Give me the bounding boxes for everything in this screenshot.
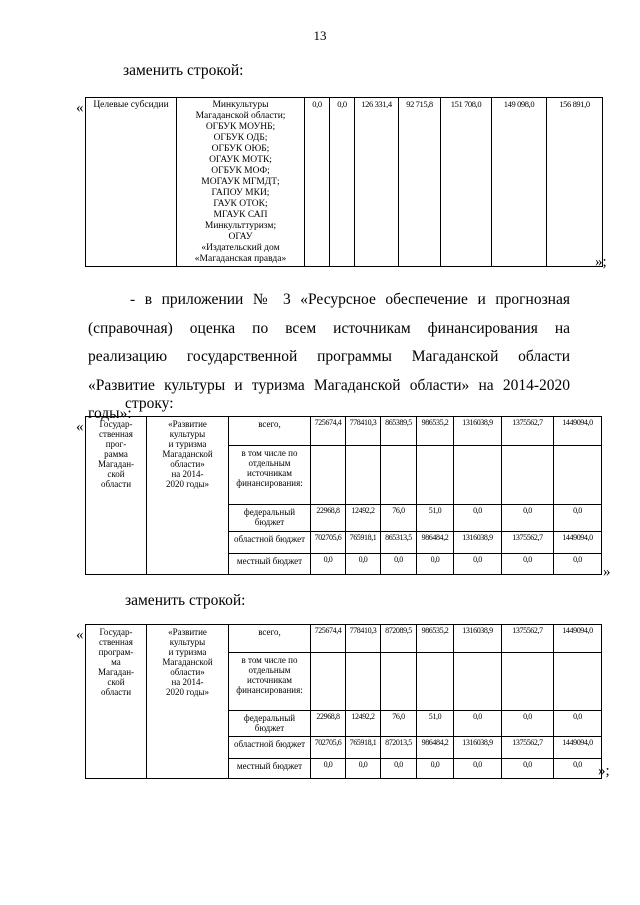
table2-value-cell (417, 445, 454, 505)
table3-value-cell: 12492,2 (346, 711, 381, 737)
table3-source-label: областной бюджет (229, 736, 311, 758)
table3-value-cell: 778410,3 (346, 625, 381, 653)
table3-value-cell (554, 653, 602, 711)
table2-program-line: «Развитие (168, 419, 207, 429)
table2-value-cell: 0,0 (502, 553, 554, 574)
table1-executor-line: ОГАУ (228, 232, 253, 242)
table3-status-cell (86, 625, 147, 779)
table3-value-cell: 22968,8 (311, 711, 346, 737)
replace-instruction-1: заменить строкой: (123, 62, 244, 79)
table3-program-line: на 2014- (171, 677, 204, 687)
table3-status-line: ской (107, 677, 125, 687)
paragraph-text: - в приложении № 3 «Ресурсное обеспечение и прогнозная (справочная) оценка по всем источникам финансирования на реализацию государственной программы Магаданской области «Развитие культуры и туризма Магаданской области» на 2014-2020 годы»: (88, 291, 570, 422)
table3-program-line: 2020 годы» (165, 687, 210, 697)
table1-executor-line: ОГАУК МОТК; (209, 155, 272, 165)
table2-value-cell: 12492,2 (346, 505, 381, 532)
table3-value-cell: 702705,6 (311, 736, 346, 758)
table3-value-cell: 0,0 (346, 758, 381, 778)
table2-status-line: прог- (105, 439, 127, 449)
table2-value-cell: 986535,2 (417, 417, 454, 446)
table3-source-label: федеральный бюджет (229, 711, 311, 737)
table1-open-quote: « (76, 100, 84, 116)
table2-program-line: культуры (169, 429, 206, 439)
table2-program-line: и туризма (168, 439, 207, 449)
table3-value-cell: 0,0 (502, 758, 554, 778)
table3-program-line: и туризма (168, 647, 207, 657)
table2-status-line: области (100, 479, 132, 489)
table2-value-cell (502, 445, 554, 505)
table3-program-cell (147, 625, 229, 779)
table2-value-cell: 865389,5 (381, 417, 417, 446)
table3 (85, 624, 602, 779)
table3-value-cell: 1449094,0 (554, 736, 602, 758)
table3-value-cell: 0,0 (502, 711, 554, 737)
table3-value-cell: 872089,5 (381, 625, 417, 653)
table2-value-cell: 0,0 (381, 553, 417, 574)
table2-value-cell (346, 445, 381, 505)
table2-status-line: рамма (104, 449, 128, 459)
table2-program-cell (147, 417, 229, 575)
table1-executor-line: «Магаданская правда» (194, 254, 287, 264)
row-instruction: строку: (125, 395, 174, 412)
table2-value-cell: 1375562,7 (502, 417, 554, 446)
table1-value-cell: 151 708,0 (441, 98, 492, 267)
table3-value-cell (502, 653, 554, 711)
table2-open-quote: « (76, 419, 84, 435)
table3-status-line: ма (111, 657, 121, 667)
table2-program-line: на 2014- (171, 469, 204, 479)
table1-value-cell: 92 715,8 (399, 98, 441, 267)
table2-value-cell: 1316038,9 (454, 531, 502, 553)
table3-value-cell: 0,0 (554, 711, 602, 737)
table2-value-cell (554, 445, 602, 505)
table2 (85, 416, 602, 575)
table3-close-quote: »; (598, 763, 610, 779)
table2-close-quote: » (603, 564, 611, 580)
table2-source-label: федеральный бюджет (229, 505, 311, 532)
table3-value-cell: 0,0 (454, 758, 502, 778)
table1-name-cell: Целевые субсидии (86, 98, 177, 267)
table2-source-label: областной бюджет (229, 531, 311, 553)
table1-executor-line: «Издательский дом (201, 243, 280, 253)
table2-value-cell: 0,0 (502, 505, 554, 532)
table1-executor-line: МОГАУК МГМДТ; (201, 177, 280, 187)
table2-value-cell: 0,0 (346, 553, 381, 574)
table2-status-line: Государ- (99, 419, 133, 429)
table1-value-cell: 0,0 (330, 98, 355, 267)
table3-value-cell: 986535,2 (417, 625, 454, 653)
table2-value-cell: 0,0 (311, 553, 346, 574)
table3-value-cell: 872013,5 (381, 736, 417, 758)
table2-value-cell: 702705,6 (311, 531, 346, 553)
table1-executor-line: Магаданской области; (195, 111, 286, 121)
table3-value-cell: 765918,1 (346, 736, 381, 758)
table3-status-line: Государ- (99, 627, 133, 637)
table2-source-label: в том числе по отдельным источникам финансирования: (229, 445, 311, 505)
table2-status-cell (86, 417, 147, 575)
table3-source-label: всего, (229, 625, 311, 653)
table2-value-cell: 1449094,0 (554, 417, 602, 446)
table2-value-cell: 22968,8 (311, 505, 346, 532)
table2-value-cell (454, 445, 502, 505)
table3-value-cell: 0,0 (311, 758, 346, 778)
table1-executor-line: Минкультуры (212, 100, 269, 110)
table1-value-cell: 156 891,0 (547, 98, 603, 267)
table1-executor-line: МГАУК САП (213, 210, 268, 220)
table1-executor-line: ОГБУК ОДБ; (213, 133, 268, 143)
table3-value-cell: 986484,2 (417, 736, 454, 758)
table1-row (86, 98, 603, 267)
table1-value-cell: 149 098,0 (492, 98, 547, 267)
table2-status-line: ской (107, 469, 125, 479)
table2-value-cell: 986484,2 (417, 531, 454, 553)
table2-program-line: 2020 годы» (165, 479, 210, 489)
table3-value-cell: 1316038,9 (454, 736, 502, 758)
table3-value-cell: 76,0 (381, 711, 417, 737)
table2-value-cell: 0,0 (454, 505, 502, 532)
table1-executor-line: ОГБУК ОЮБ; (211, 144, 270, 154)
table3-value-cell: 1316038,9 (454, 625, 502, 653)
table3-status-line: ственная (99, 637, 133, 647)
table1-executor-line: ГАПОУ МКИ; (211, 188, 270, 198)
table3-value-cell: 1449094,0 (554, 625, 602, 653)
table2-value-cell: 778410,3 (346, 417, 381, 446)
table2-value-cell (381, 445, 417, 505)
table3-open-quote: « (76, 627, 84, 643)
table3-source-label: в том числе по отдельным источникам финансирования: (229, 653, 311, 711)
table3-program-line: области» (170, 667, 205, 677)
page-number: 13 (313, 28, 327, 43)
table3-value-cell (417, 653, 454, 711)
table1-value-cell: 126 331,4 (355, 98, 399, 267)
table3-program-line: «Развитие (168, 627, 207, 637)
table2-row (86, 417, 602, 446)
table3-value-cell: 1375562,7 (502, 736, 554, 758)
table1-executor-line: ОГБУК МОУНБ; (205, 122, 276, 132)
table2-value-cell: 865313,5 (381, 531, 417, 553)
table3-program-line: культуры (169, 637, 206, 647)
table3-status-line: области (100, 687, 132, 697)
table3-value-cell: 0,0 (554, 758, 602, 778)
table2-program-line: области» (170, 459, 205, 469)
table2-program-line: Магаданской (162, 449, 213, 459)
table3-value-cell: 0,0 (381, 758, 417, 778)
replace-instruction-2: заменить строкой: (125, 592, 246, 609)
table3-value-cell (311, 653, 346, 711)
table3-value-cell: 725674,4 (311, 625, 346, 653)
table3-source-label: местный бюджет (229, 758, 311, 778)
table2-value-cell: 1316038,9 (454, 417, 502, 446)
table2-value-cell: 0,0 (554, 553, 602, 574)
table3-value-cell (454, 653, 502, 711)
table3-row (86, 625, 602, 653)
table1-value-cell: 0,0 (305, 98, 330, 267)
table2-status-line: Магадан- (97, 459, 135, 469)
table2-value-cell: 51,0 (417, 505, 454, 532)
table2-status-line: ственная (99, 429, 133, 439)
table1-executor-line: Минкульттуризм; (204, 221, 277, 231)
table3-value-cell: 1375562,7 (502, 625, 554, 653)
table3-value-cell (346, 653, 381, 711)
table2-source-label: всего, (229, 417, 311, 446)
table1-executor-line: ГАУК ОТОК; (213, 199, 268, 209)
table3-status-line: Магадан- (97, 667, 135, 677)
table2-value-cell: 725674,4 (311, 417, 346, 446)
table2-value-cell: 0,0 (454, 553, 502, 574)
table2-source-label: местный бюджет (229, 553, 311, 574)
table3-status-line: програм- (98, 647, 134, 657)
table3-value-cell: 0,0 (454, 711, 502, 737)
table2-value-cell: 1375562,7 (502, 531, 554, 553)
table3-value-cell: 0,0 (417, 758, 454, 778)
table2-value-cell: 0,0 (417, 553, 454, 574)
table2-value-cell: 1449094,0 (554, 531, 602, 553)
table1 (85, 97, 603, 267)
table2-value-cell: 765918,1 (346, 531, 381, 553)
table2-value-cell: 0,0 (554, 505, 602, 532)
table3-program-line: Магаданской (162, 657, 213, 667)
table2-value-cell: 76,0 (381, 505, 417, 532)
table2-value-cell (311, 445, 346, 505)
table3-value-cell: 51,0 (417, 711, 454, 737)
table1-executors-cell (177, 98, 305, 267)
table1-executor-line: ОГБУК МОФ; (211, 166, 270, 176)
table1-close-quote: »; (595, 254, 607, 270)
table3-value-cell (381, 653, 417, 711)
